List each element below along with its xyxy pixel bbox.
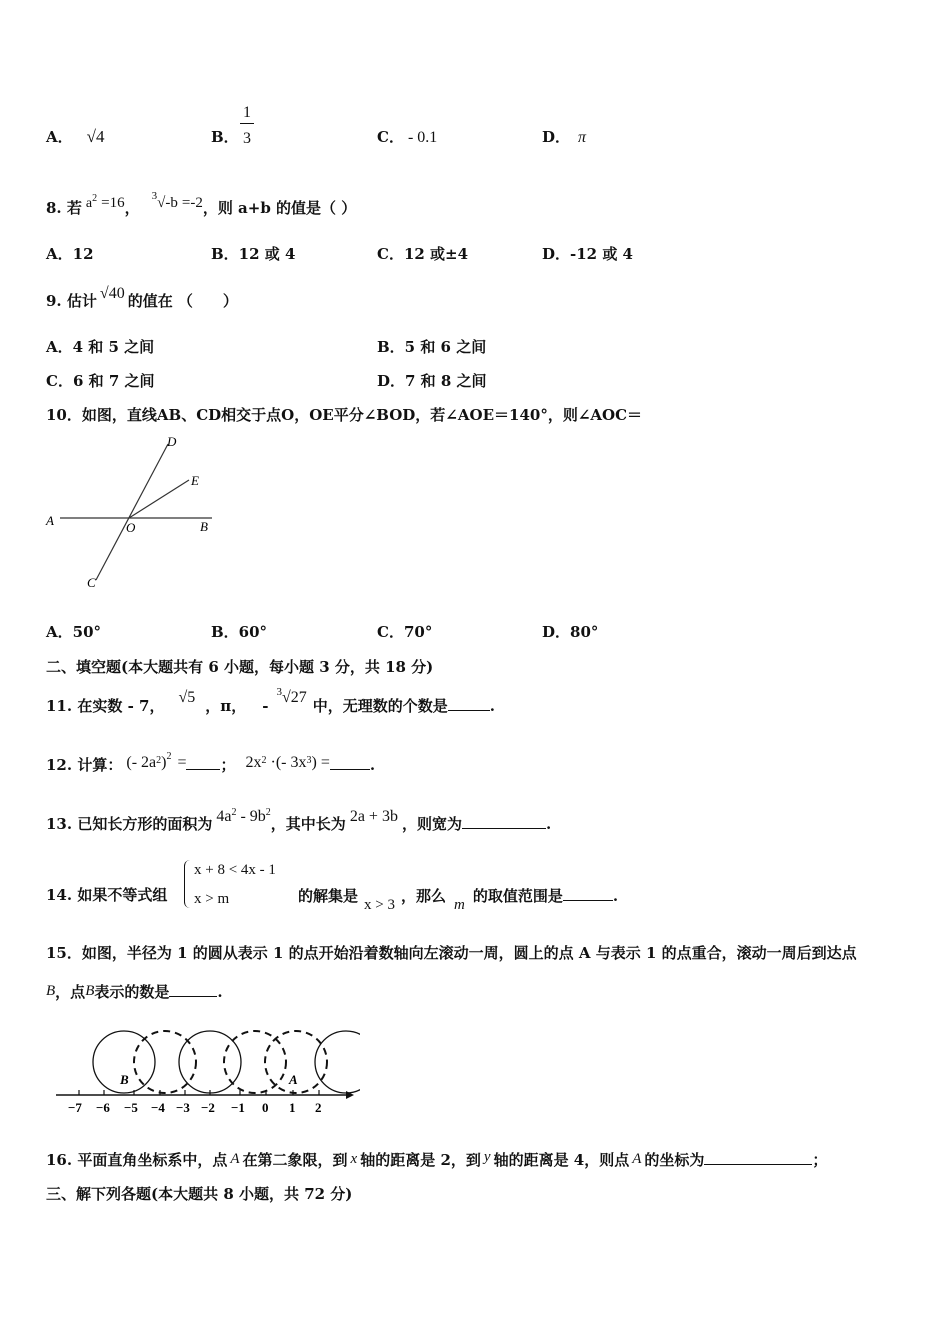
q7-option-b: B． — [211, 128, 239, 146]
q9-option-a: A．4 和 5 之间 — [46, 338, 155, 356]
q8-option-c: C．12 或±4 — [377, 245, 469, 263]
line-cd — [96, 444, 168, 580]
q14-stem-left: 14. 如果不等式组 — [46, 886, 168, 904]
q13-stem: 13. 已知长方形的面积为 $4a^2 - 9b^2$，其中长为 2a + 3b ，则宽为 . — [46, 807, 552, 833]
tick-label-neg2: −2 — [201, 1100, 215, 1115]
tick-label-neg1: −1 — [231, 1100, 245, 1115]
q14-inequality-1: x + 8 < 4x - 1 — [194, 862, 276, 878]
tick-label-0: 0 — [262, 1100, 269, 1115]
q9-option-b: B．5 和 6 之间 — [377, 338, 487, 356]
tick-label-1: 1 — [289, 1100, 296, 1115]
q7-option-c: C． - 0.1 — [377, 128, 438, 146]
q14-brace — [184, 860, 191, 908]
q7-fraction-denominator: 3 — [243, 130, 251, 147]
q16-stem: 16. 平面直角坐标系中，点 A 在第二象限，到 x 轴的距离是 2，到 y 轴的距离是 4，则点 A 的坐标为 ； — [46, 1149, 828, 1169]
q7-option-a: A． √4 — [46, 127, 105, 146]
label-o: O — [126, 520, 136, 535]
q9-option-c: C．6 和 7 之间 — [46, 372, 155, 390]
q7-option-d: D． π — [542, 128, 587, 146]
tick-label-neg3: −3 — [176, 1100, 190, 1115]
circle-dashed-2 — [224, 1031, 286, 1093]
q15-figure — [50, 1018, 360, 1118]
q14-answer-blank — [563, 886, 613, 901]
q15-stem-line2: B，点B表示的数是 . — [46, 983, 223, 1001]
label-b: B — [200, 519, 208, 534]
q14-stem-right: 的解集是 x > 3 ，那么 m 的取值范围是 . — [298, 887, 619, 913]
q14-inequality-2: x > m — [194, 891, 230, 907]
tick-label-neg5: −5 — [124, 1100, 138, 1115]
q15-stem-line1: 15．如图，半径为 1 的圆从表示 1 的点开始沿着数轴向左滚动一周，圆上的点 A 与表示 1 的点重合，滚动一周后到达点 — [46, 944, 857, 962]
q12-blank-1 — [186, 755, 220, 770]
q13-answer-blank — [462, 814, 546, 829]
q8-stem: 8. 若 $a^2 =16$，$^3$√-b =-2，则 a+b 的值是（ ） — [46, 190, 357, 217]
tick-label-neg4: −4 — [151, 1100, 165, 1115]
q10-option-d: D．80° — [542, 623, 599, 641]
circle-start — [315, 1031, 360, 1093]
point-b-label: B — [120, 1072, 129, 1087]
q10-option-b: B．60° — [211, 623, 268, 641]
section-2-heading: 二、填空题(本大题共有 6 小题，每小题 3 分，共 18 分) — [46, 658, 434, 676]
q8-option-a: A．12 — [46, 245, 94, 263]
label-d: D — [167, 434, 177, 449]
tick-label-neg6: −6 — [96, 1100, 110, 1115]
circle-dashed-1 — [134, 1031, 196, 1093]
q10-option-c: C．70° — [377, 623, 433, 641]
q16-answer-blank — [704, 1150, 812, 1165]
q9-option-d: D．7 和 8 之间 — [377, 372, 487, 390]
q10-figure — [40, 432, 225, 592]
q12-blank-2 — [330, 755, 370, 770]
section-3-heading: 三、解下列各题(本大题共 8 小题，共 72 分) — [46, 1185, 353, 1203]
q7-fraction-numerator: 1 — [243, 104, 251, 121]
q10-option-a: A．50° — [46, 623, 102, 641]
q8-option-d: D．-12 或 4 — [542, 245, 633, 263]
q11-answer-blank — [448, 696, 490, 711]
q8-option-b: B．12 或 4 — [211, 245, 296, 263]
q7-fraction-bar — [240, 123, 254, 124]
q12-stem: 12. 计算： (- $2a^2)^2$ = ； $2x^2$ ·(- $3x^3$) = . — [46, 751, 376, 774]
q10-stem: 10．如图，直线AB、CD相交于点O，OE平分∠BOD，若∠AOE＝140°，则∠AOC＝ — [46, 406, 643, 424]
q11-stem: 11. 在实数 - 7， √5 ，π， -$^3$√27 中，无理数的个数是 . — [46, 686, 495, 715]
label-c: C — [87, 575, 96, 590]
tick-label-2: 2 — [315, 1100, 322, 1115]
label-a: A — [46, 513, 54, 528]
q9-stem: 9. 估计 √40 的值在 （ ） — [46, 285, 238, 310]
q15-answer-blank — [169, 982, 217, 997]
label-e: E — [191, 473, 199, 488]
ray-oe — [129, 480, 189, 518]
tick-label-neg7: −7 — [68, 1100, 82, 1115]
point-a-label: A — [289, 1072, 298, 1087]
